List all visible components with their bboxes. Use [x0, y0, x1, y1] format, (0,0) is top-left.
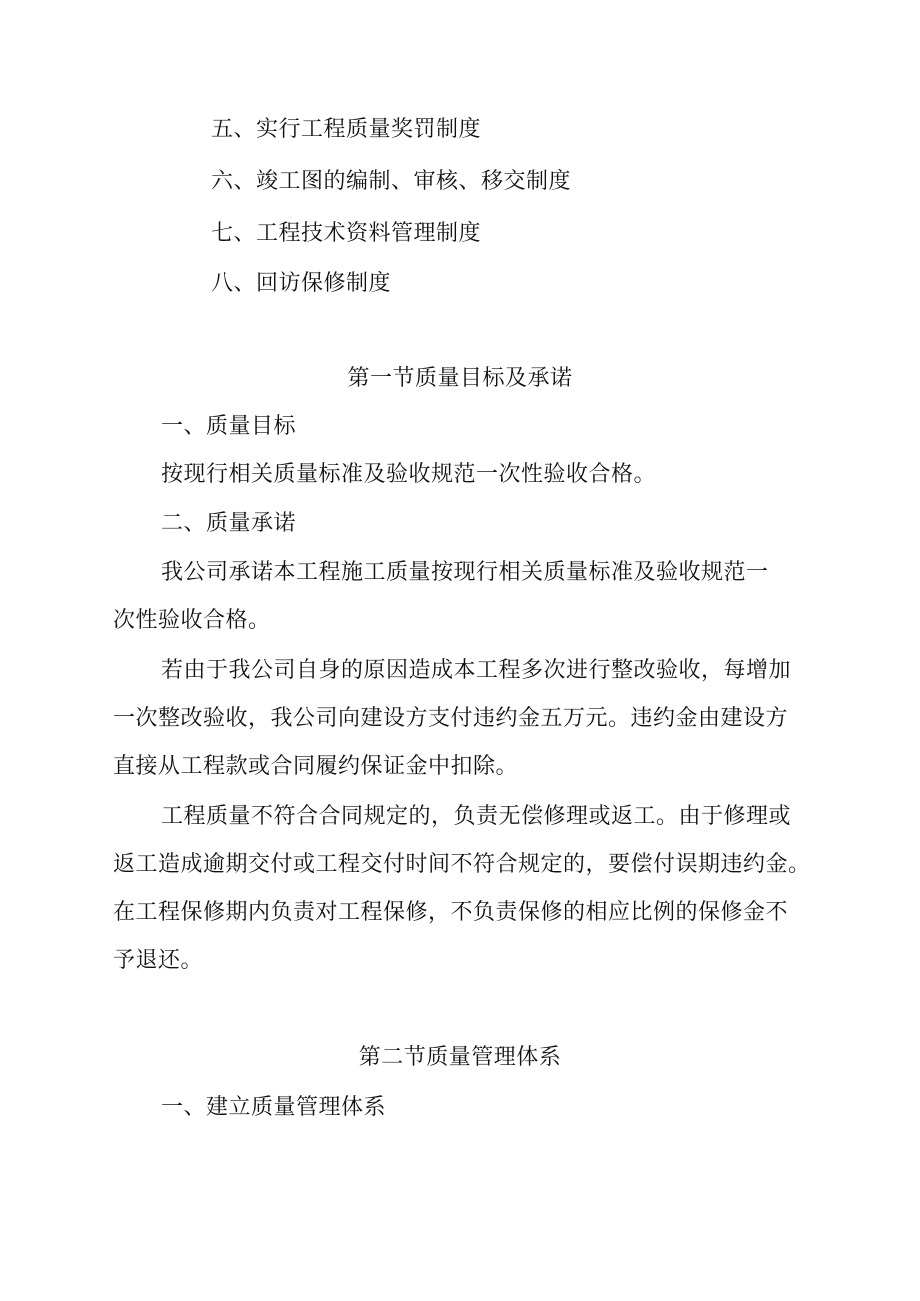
section2-heading-build-system: 一、建立质量管理体系 — [161, 1095, 387, 1120]
section1-title: 第一节质量目标及承诺 — [347, 366, 573, 391]
outline-item-7: 七、工程技术资料管理制度 — [211, 221, 482, 246]
quality-goal-text: 按现行相关质量标准及验收规范一次性验收合格。 — [161, 462, 657, 487]
commitment-para3-line2: 返工造成逾期交付或工程交付时间不符合规定的，要偿付误期违约金。 — [113, 852, 811, 877]
commitment-para2-line2: 一次整改验收，我公司向建设方支付违约金五万元。违约金由建设方 — [113, 706, 789, 731]
commitment-para3-line3: 在工程保修期内负责对工程保修，不负责保修的相应比例的保修金不 — [113, 900, 789, 925]
outline-item-5: 五、实行工程质量奖罚制度 — [211, 117, 482, 142]
commitment-para3-line4: 予退还。 — [113, 948, 204, 973]
section2-title: 第二节质量管理体系 — [358, 1045, 562, 1070]
commitment-para2-line3: 直接从工程款或合同履约保证金中扣除。 — [113, 754, 519, 779]
commitment-para1-line2: 次性验收合格。 — [113, 608, 271, 633]
commitment-para2-line1: 若由于我公司自身的原因造成本工程多次进行整改验收，每增加 — [161, 658, 792, 683]
section1-heading-quality-commitment: 二、质量承诺 — [161, 511, 297, 536]
section1-heading-quality-goal: 一、质量目标 — [161, 414, 297, 439]
commitment-para1-line1: 我公司承诺本工程施工质量按现行相关质量标准及验收规范一 — [161, 560, 769, 585]
commitment-para3-line1: 工程质量不符合合同规定的，负责无偿修理或返工。由于修理或 — [161, 804, 792, 829]
outline-item-8: 八、回访保修制度 — [211, 271, 392, 296]
outline-item-6: 六、竣工图的编制、审核、移交制度 — [211, 169, 572, 194]
